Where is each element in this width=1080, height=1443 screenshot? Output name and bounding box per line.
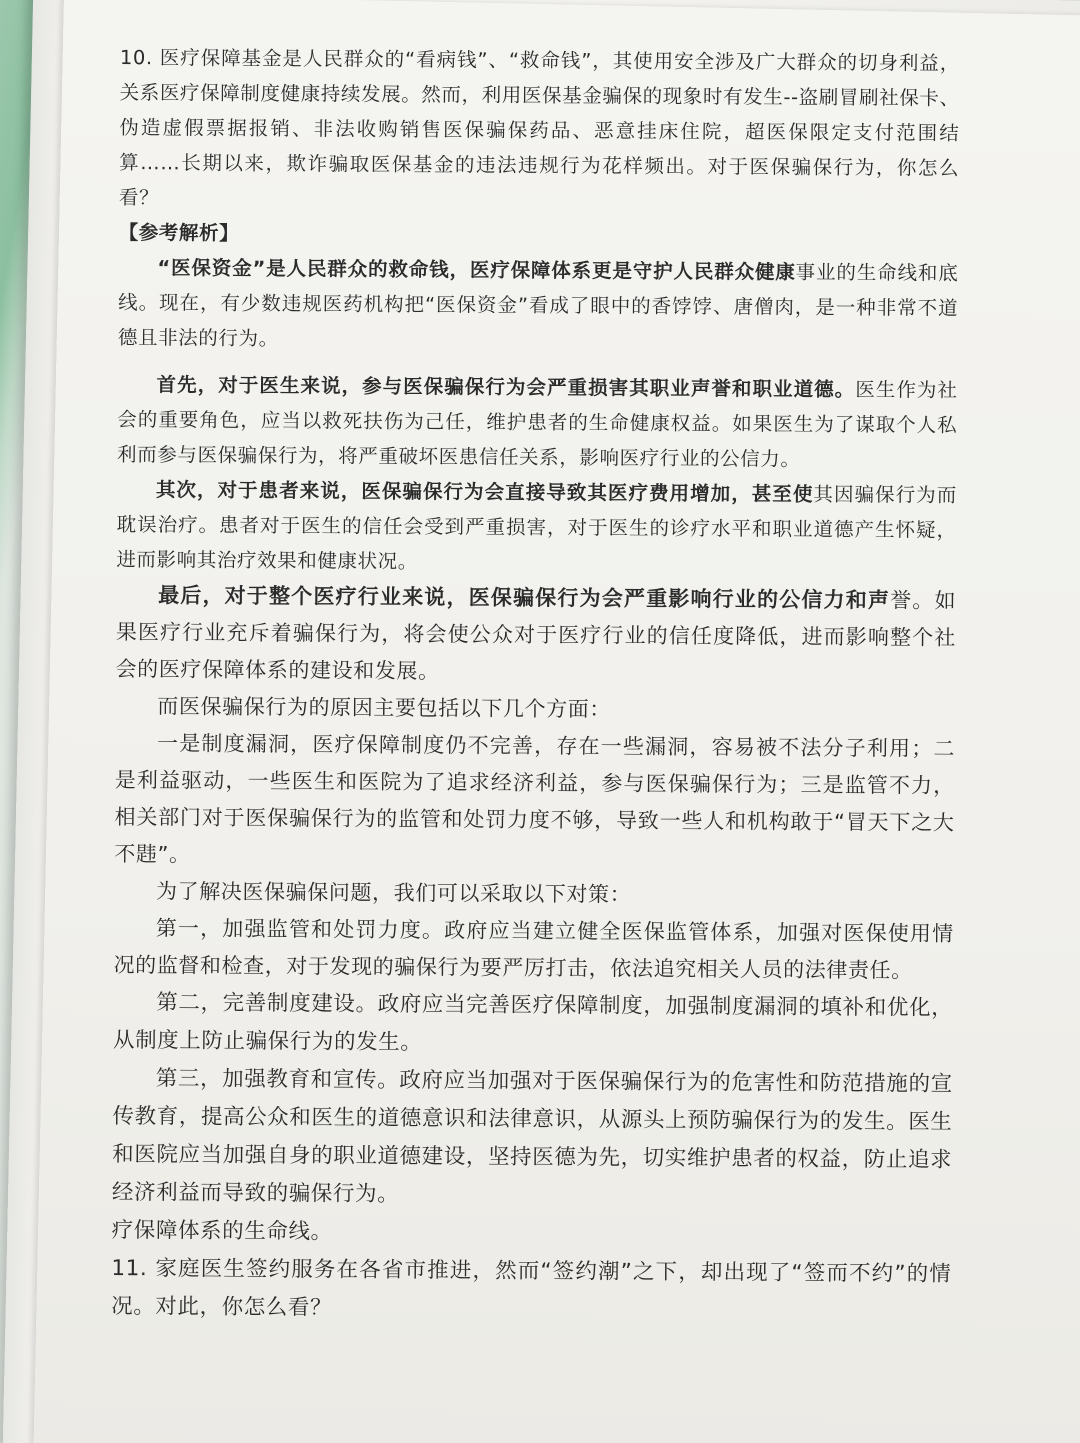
causes-paragraph: 一是制度漏洞，医疗保障制度仍不完善，存在一些漏洞，容易被不法分子利用；二是利益驱动，一些医生和医院为了追求经济利益，参与医保骗保行为；三是监管不力，相关部门对于医保骗保行为的监管和处罚力度不够，导致一些人和机构敢于“冒天下之大不韪”。 <box>114 731 956 867</box>
measures-intro: 为了解决医保骗保问题，我们可以采取以下对策： <box>155 879 632 907</box>
measure-3: 第三，加强教育和宣传。政府应当加强对于医保骗保行为的危害性和防范措施的宣传教育，提高公众和医生的道德意识和法律意识，从源头上预防骗保行为的发生。医生和医院应当加强自身的职业道德建设，坚持医德为先，切实维护患者的权益，防止追求经济利益而导致的骗保行为。 <box>111 1066 953 1207</box>
question-10: 10. 医疗保障基金是人民群众的“看病钱”、“救命钱”，其使用安全涉及广大群众的切身利益，关系医疗保障制度健康持续发展。然而，利用医保基金骗保的现象时有发生--盗刷冒刷社保卡、伪造虚假票据报销、非法收购销售医保骗保药品、恶意挂床住院，超医保限定支付范围结算……长期以来，欺诈骗取医保基金的违法违规行为花样频出。对于医保骗保行为，你怎么看？ <box>118 45 960 210</box>
causes-intro: 而医保骗保行为的原因主要包括以下几个方面： <box>157 694 612 722</box>
last-paragraph <box>115 577 956 694</box>
intro-paragraph <box>118 250 959 361</box>
second-rest: 其因骗保行为而耽误治疗。患者对于医生的信任会受到严重损害，对于医生的诊疗水平和职业道德产生怀疑，进而影响其治疗效果和健康状况。 <box>116 482 957 574</box>
second-paragraph <box>116 472 957 583</box>
intro-bold: “医保资金”是人民群众的救命钱，医疗保障体系更是守护人民群众健康 <box>157 256 796 284</box>
measure-2: 第二，完善制度建设。政府应当完善医疗保障制度，加强制度漏洞的填补和优化，从制度上防止骗保行为的发生。 <box>112 990 954 1056</box>
first-paragraph <box>117 367 958 478</box>
question-11: 11. 家庭医生签约服务在各省市推进，然而“签约潮”之下，却出现了“签而不约”的情况。对此，你怎么看？ <box>111 1255 952 1321</box>
last-rest: 誉。如果医疗行业充斥着骗保行为，将会使公众对于医疗行业的信任度降低，进而影响整个社会的医疗保障体系的建设和发展。 <box>115 588 957 684</box>
closing-line: 疗保障体系的生命线。 <box>111 1217 333 1245</box>
measure-1: 第一，加强监管和处罚力度。政府应当建立健全医保监管体系，加强对医保使用情况的监督和检查，对于发现的骗保行为要严厉打击，依法追究相关人员的法律责任。 <box>113 916 954 983</box>
second-bold: 其次，对于患者来说，医保骗保行为会直接导致其医疗费用增加，甚至使 <box>155 478 814 506</box>
last-bold: 最后，对于整个医疗行业来说，医保骗保行为会严重影响行业的公信力和声 <box>158 583 891 613</box>
document-text <box>111 40 960 1332</box>
intro-rest: 事业的生命线和底线。现在，有少数违规医药机构把“医保资金”看成了眼中的香饽饽、唐僧肉，是一种非常不道德且非法的行为。 <box>117 260 959 351</box>
first-rest: 医生作为社会的重要角色，应当以救死扶伤为己任，维护患者的生命健康权益。如果医生为了谋取个人私利而参与医保骗保行为，将严重破坏医患信任关系，影响医疗行业的公信力。 <box>117 378 958 471</box>
first-bold: 首先，对于医生来说，参与医保骗保行为会严重损害其职业声誉和职业道德。 <box>156 373 856 402</box>
reference-analysis-label: 【参考解析】 <box>118 220 240 245</box>
